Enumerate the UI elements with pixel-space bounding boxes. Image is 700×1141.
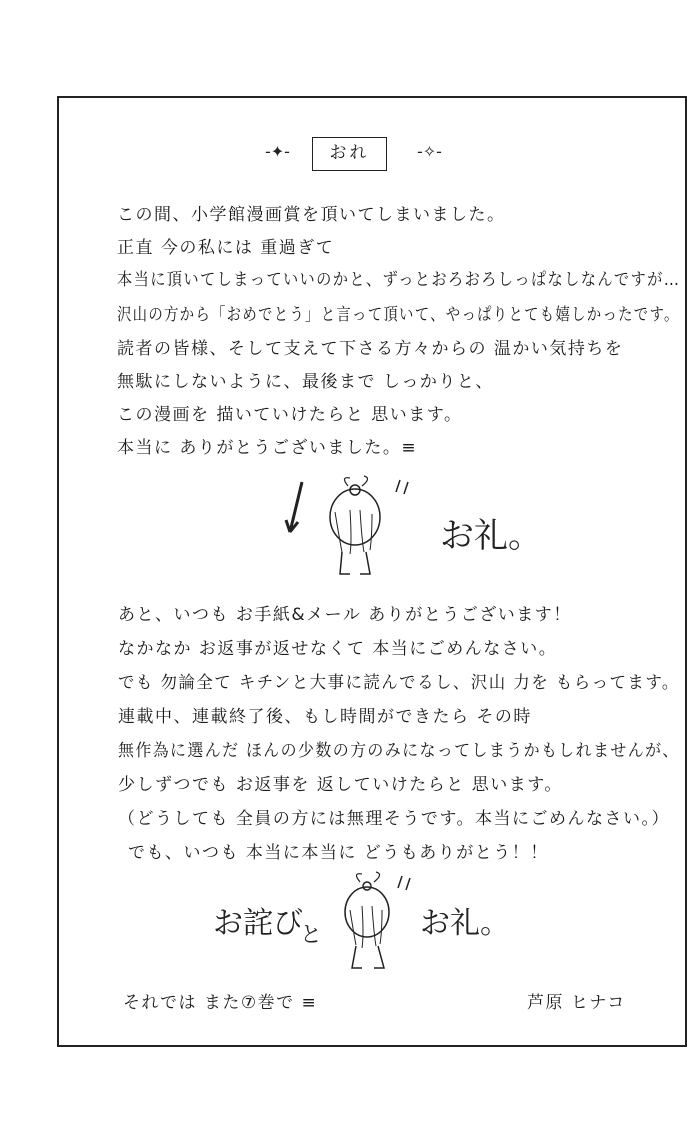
paragraph-line: 無作為に選んだ ほんの少数の方のみになってしまうかもしれませんが、 (118, 741, 680, 761)
paragraph-line: なかなか お返事が返せなくて 本当にごめんなさい。 (118, 639, 558, 659)
paragraph-line: あと、いつも お手紙&メール ありがとうございます！ (118, 605, 572, 625)
bowing-girl-illustration-1 (280, 472, 420, 592)
paragraph-line: 無駄にしないように、最後まで しっかりと、 (117, 372, 494, 392)
paragraph-line: 少しずつでも お返事を 返していけたらと 思います。 (118, 775, 563, 795)
caption-thanks-2: お礼。 (420, 906, 510, 941)
paragraph-line: 沢山の方から「おめでとう」と言って頂いて、やっぱりとても嬉しかったです。 (117, 305, 680, 325)
author-signature: 芦原 ヒナコ (527, 993, 626, 1013)
sparkle-right-icon: -✧- (417, 142, 442, 161)
paragraph-line: （どうしても 全員の方には無理そうです。本当にごめんなさい。） (118, 809, 671, 829)
paragraph-line: でも 勿論全て キチンと大事に読んでるし、沢山 力を もらってます。 (118, 673, 680, 693)
paragraph-line: 読者の皆様、そして支えて下さる方々からの 温かい気持ちを (117, 339, 624, 359)
illustration-caption-thanks: お礼。 (440, 516, 542, 556)
closing-message: それでは また⑦巻で ≡ (123, 993, 318, 1013)
paragraph-line: 本当に頂いてしまっていいのかと、ずっとおろおろしっぱなしなんですが… (117, 270, 681, 290)
letter-title: おれ (312, 137, 387, 171)
paragraph-line: 連載中、連載終了後、もし時間ができたら その時 (118, 707, 532, 727)
paragraph-line: でも、いつも 本当に本当に どうもありがとう！！ (128, 843, 549, 863)
bowing-girl-illustration-2 (322, 870, 422, 978)
paragraph-line: 本当に ありがとうございました。≡ (117, 438, 418, 458)
paragraph-line: この間、小学館漫画賞を頂いてしまいました。 (117, 205, 506, 225)
paragraph-line: この漫画を 描いていけたらと 思います。 (117, 405, 463, 425)
paragraph-line: 正直 今の私には 重過ぎて (117, 238, 335, 258)
caption-and: と (300, 923, 323, 948)
sparkle-left-icon: -✦- (265, 142, 290, 161)
caption-apology: お詫び (213, 906, 303, 941)
